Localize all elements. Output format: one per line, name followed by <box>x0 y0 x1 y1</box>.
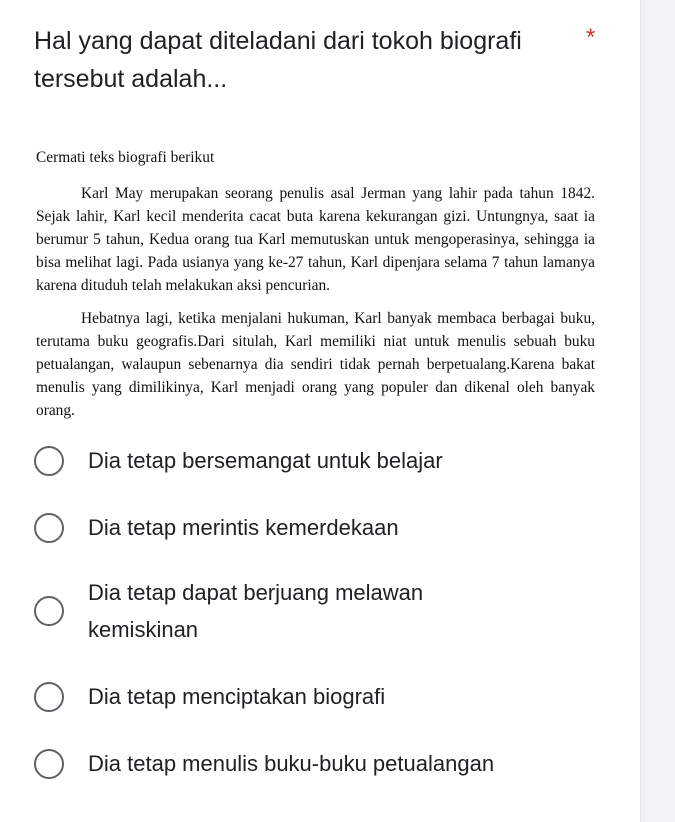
option-label: Dia tetap bersemangat untuk belajar <box>88 448 443 473</box>
page-gutter <box>640 0 675 822</box>
option-3[interactable] <box>34 574 504 648</box>
biography-passage-image <box>36 146 595 432</box>
radio-button[interactable] <box>34 513 64 543</box>
radio-button[interactable] <box>34 446 64 476</box>
radio-button[interactable] <box>34 682 64 712</box>
passage-paragraph-2: Hebatnya lagi, ketika menjalani hukuman, Karl banyak membaca berbagai buku, terutama buku geografis.Dari situlah, Karl memiliki niat untuk menulis sebuah buku petualangan, walaupun sebenarnya dia sendiri tidak pernah berpetualang.Karena bakat menulis yang dimilikinya, Karl menjadi orang yang populer dan dikenal oleh banyak orang. <box>36 310 595 419</box>
option-1[interactable] <box>34 442 594 479</box>
option-label: Dia tetap dapat berjuang melawan kemiskinan <box>88 580 424 642</box>
radio-button[interactable] <box>34 749 64 779</box>
option-label: Dia tetap menciptakan biografi <box>88 684 386 709</box>
radio-button[interactable] <box>34 596 64 626</box>
question-title: Hal yang dapat diteladani dari tokoh biografi tersebut adalah... <box>34 27 522 93</box>
required-marker: * <box>586 24 596 51</box>
passage-paragraph-1: Karl May merupakan seorang penulis asal Jerman yang lahir pada tahun 1842. Sejak lahir, Karl kecil menderita cacat buta karena kekurangan gizi. Untungnya, saat ia berumur 5 tahun, Kedua orang tua Karl memutuskan untuk mengoperasinya, sehingga ia bisa melihat lagi. Pada usianya yang ke-27 tahun, Karl dipenjara selama 7 tahun lamanya karena dituduh telah melakukan aksi pencurian. <box>36 185 595 294</box>
option-5[interactable] <box>34 745 594 782</box>
passage-intro: Cermati teks biografi berikut <box>36 149 215 166</box>
option-4[interactable] <box>34 678 594 715</box>
option-2[interactable] <box>34 509 594 546</box>
option-label: Dia tetap menulis buku-buku petualangan <box>88 751 495 776</box>
option-label: Dia tetap merintis kemerdekaan <box>88 515 399 540</box>
